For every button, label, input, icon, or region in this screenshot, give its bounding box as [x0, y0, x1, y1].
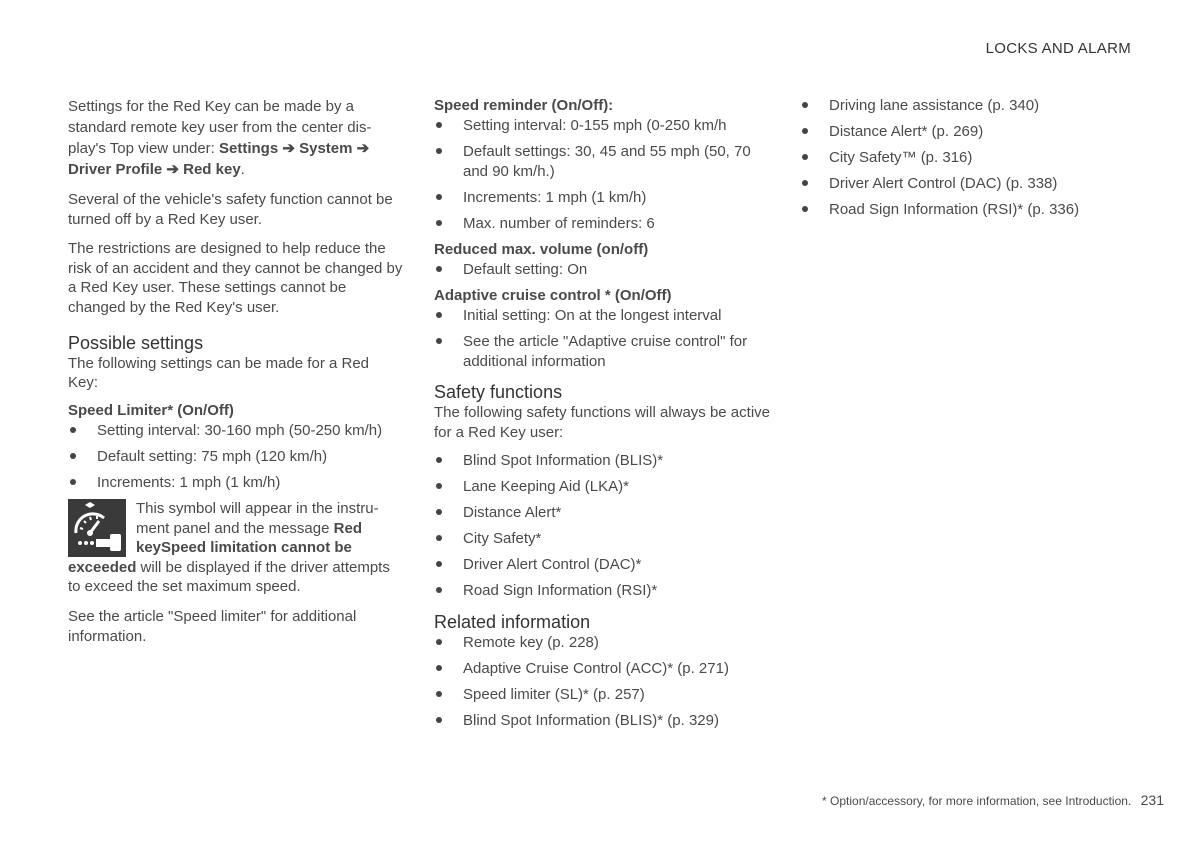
- safety-functions-text: The following safety functions will always be active for a Red Key user:: [434, 404, 770, 441]
- list-item: Distance Alert*: [434, 503, 774, 523]
- list-item: Blind Spot Information (BLIS)*: [434, 451, 774, 471]
- paragraph-safety-function: Several of the vehicle's safety function cannot be turned off by a Red Key user.: [68, 191, 393, 228]
- safety-functions-list: [434, 451, 774, 601]
- arrow-right-icon: ➔: [162, 161, 184, 178]
- list-item: Road Sign Information (RSI)*: [434, 581, 774, 601]
- limitation-message: Red keySpeed limitation cannot be exceeded: [68, 519, 362, 576]
- speed-reminder-heading: Speed reminder (On/Off):: [434, 97, 614, 114]
- safety-functions-heading: Safety functions: [434, 382, 563, 403]
- see-article-speed-limiter: See the article "Speed limiter" for additional information.: [68, 608, 357, 645]
- reduced-volume-heading: Reduced max. volume (on/off): [434, 240, 649, 258]
- footnote: * Option/accessory, for more information, see Introduction.: [822, 794, 1132, 808]
- paragraph-restrictions: The restrictions are designed to help reduce the risk of an accident and they cannot be changed by a Red Key user. These settings cannot be changed by the Red Key's user.: [68, 240, 403, 316]
- intro-period: .: [240, 161, 245, 178]
- menu-path-settings: Settings: [219, 140, 279, 157]
- related-link[interactable]: Distance Alert* (p. 269): [800, 122, 1130, 142]
- speed-limiter-heading: Speed Limiter* (On/Off): [68, 401, 234, 419]
- list-item: Increments: 1 mph (1 km/h): [68, 473, 403, 493]
- list-item: Default setting: 75 mph (120 km/h): [68, 447, 403, 467]
- related-continued-list: [800, 96, 1130, 220]
- related-information-list: [434, 633, 774, 731]
- menu-path-system: System: [299, 140, 353, 157]
- list-item: Max. number of reminders: 6: [434, 214, 774, 234]
- related-link[interactable]: Adaptive Cruise Control (ACC)* (p. 271): [434, 659, 774, 679]
- menu-path-driver-profile: Driver Profile: [68, 161, 163, 178]
- reduced-volume-list: [434, 260, 774, 280]
- menu-path-red-key: Red key: [183, 161, 241, 178]
- list-item: Default settings: 30, 45 and 55 mph (50, 70 and 90 km/h.): [434, 142, 774, 181]
- page-number: 231: [1140, 792, 1164, 808]
- section-header: LOCKS AND ALARM: [985, 40, 1131, 57]
- column-1: [68, 96, 403, 656]
- arrow-right-icon: ➔: [352, 140, 370, 157]
- list-item: Setting interval: 0-155 mph (0-250 km/h: [434, 116, 774, 136]
- possible-settings-text: The following settings can be made for a Red Key:: [68, 354, 370, 392]
- speed-reminder-list: [434, 116, 774, 233]
- list-item: Increments: 1 mph (1 km/h): [434, 188, 774, 208]
- list-item: Default setting: On: [434, 260, 774, 280]
- related-link[interactable]: City Safety™ (p. 316): [800, 148, 1130, 168]
- column-3: [800, 96, 1130, 226]
- symbol-note-text-2: will be displayed if the driver attempts to exceed the set maximum speed.: [68, 558, 390, 596]
- intro-paragraph: [68, 96, 403, 180]
- symbol-note-text-1: This symbol will appear in the instru- ment panel and the message: [136, 500, 379, 537]
- related-link[interactable]: Road Sign Information (RSI)* (p. 336): [800, 200, 1130, 220]
- list-item: Lane Keeping Aid (LKA)*: [434, 477, 774, 497]
- list-item: Initial setting: On at the longest interval: [434, 306, 774, 326]
- intro-text: Settings for the Red Key can be made by a standard remote key user from the center dis- play's Top view under:: [68, 98, 372, 157]
- list-item: City Safety*: [434, 529, 774, 549]
- related-link[interactable]: Remote key (p. 228): [434, 633, 774, 653]
- related-link[interactable]: Speed limiter (SL)* (p. 257): [434, 685, 774, 705]
- possible-settings-heading: Possible settings: [68, 332, 204, 353]
- list-item: Driver Alert Control (DAC)*: [434, 555, 774, 575]
- symbol-note: [68, 499, 403, 597]
- related-information-heading: Related information: [434, 611, 591, 632]
- list-item: Setting interval: 30-160 mph (50-250 km/h): [68, 421, 403, 441]
- speed-limiter-red-key-icon: [68, 499, 126, 557]
- arrow-right-icon: ➔: [278, 140, 300, 157]
- related-link[interactable]: Driving lane assistance (p. 340): [800, 96, 1130, 116]
- adaptive-cruise-heading: Adaptive cruise control * (On/Off): [434, 287, 672, 305]
- adaptive-cruise-list: [434, 306, 774, 371]
- list-item: See the article "Adaptive cruise control" for additional information: [434, 332, 774, 371]
- related-link[interactable]: Blind Spot Information (BLIS)* (p. 329): [434, 711, 774, 731]
- column-2: [434, 96, 774, 737]
- related-link[interactable]: Driver Alert Control (DAC) (p. 338): [800, 174, 1130, 194]
- speed-limiter-list: [68, 421, 403, 493]
- footer: [822, 792, 1164, 808]
